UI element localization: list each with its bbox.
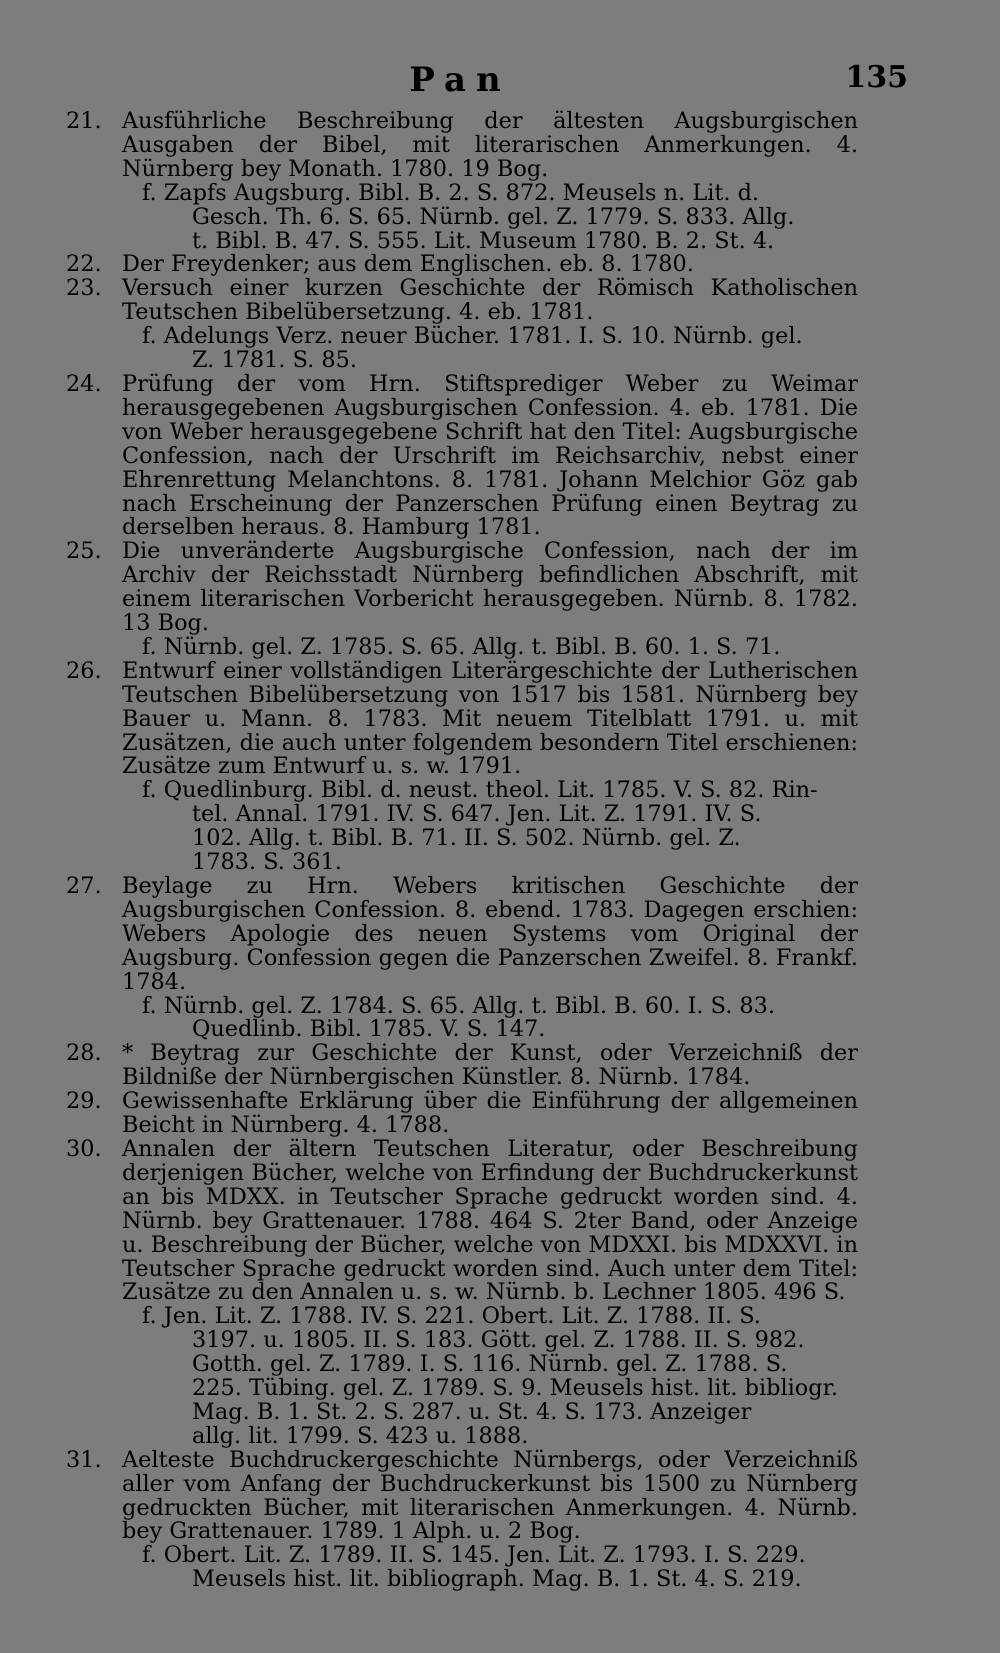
- entry-number: 27.: [66, 873, 102, 899]
- bibliography-entry: [66, 110, 858, 253]
- bibliography-entry: [66, 1446, 858, 1593]
- reference-line: 102. Allg. t. Bibl. B. 71. II. S. 502. Nürnb. gel. Z.: [192, 825, 741, 852]
- reference-line: f. Adelungs Verz. neuer Bücher. 1781. I. S. 10. Nürnb. gel.: [142, 323, 803, 350]
- bibliography-entry: [66, 540, 858, 660]
- entry-references: [122, 1305, 858, 1448]
- entry-references: [122, 779, 858, 875]
- bibliography-list: [66, 110, 858, 1592]
- bibliography-entry: [66, 657, 858, 876]
- reference-line: f. Nürnb. gel. Z. 1784. S. 65. Allg. t. Bibl. B. 60. I. S. 83.: [142, 992, 776, 1019]
- entry-number: 26.: [66, 657, 102, 684]
- reference-line: Z. 1781. S. 85.: [192, 347, 357, 374]
- bibliography-entry: [66, 277, 858, 373]
- page-number: 135: [845, 60, 908, 95]
- entry-number: 22.: [66, 251, 102, 278]
- reference-line: t. Bibl. B. 47. S. 555. Lit. Museum 1780. B. 2. St. 4.: [192, 227, 775, 254]
- entry-text: Beylage zu Hrn. Webers kritischen Geschichte der Augsburgischen Confession. 8. ebend. 1783. Dagegen erschien: Webers Apologie des neuen Systems vom Original der Augsburg. Confession gegen die Panzerschen Zweifel. 8. Frankf. 1784.: [122, 873, 858, 995]
- reference-line: f. Jen. Lit. Z. 1788. IV. S. 221. Obert. Lit. Z. 1788. II. S.: [142, 1303, 761, 1330]
- bibliography-entry: [66, 1135, 858, 1449]
- entry-number: 24.: [66, 370, 102, 397]
- running-title: Pan: [409, 60, 511, 100]
- reference-line: Gesch. Th. 6. S. 65. Nürnb. gel. Z. 1779. S. 833. Allg.: [192, 203, 795, 230]
- reference-line: 1783. S. 361.: [192, 849, 342, 876]
- reference-line: 3197. u. 1805. II. S. 183. Gött. gel. Z. 1788. II. S. 982.: [192, 1327, 805, 1354]
- reference-line: Meusels hist. lit. bibliograph. Mag. B. 1. St. 4. S. 219.: [192, 1566, 802, 1593]
- entry-text: Annalen der ältern Teutschen Literatur, oder Beschreibung derjenigen Bücher, welche von Erfindung der Buchdruckerkunst an bis MDXX. in Teutscher Sprache gedruckt worden sind. 4. Nürnb. bey Grattenauer. 1788. 464 S. 2ter Band, oder Anzeige u. Beschreibung der Bücher, welche von MDXXI. bis MDXXVI. in Teutscher Sprache gedruckt worden sind. Auch unter dem Titel: Zusätze zu den Annalen u. s. w. Nürnb. b. Lechner 1805. 496 S.: [122, 1135, 858, 1306]
- entry-number: 29.: [66, 1088, 102, 1115]
- entry-text: Entwurf einer vollständigen Literärgeschichte der Lutherischen Teutschen Bibelübersetzung von 1517 bis 1581. Nürnberg bey Bauer u. Mann. 8. 1783. Mit neuem Titelblatt 1791. u. mit Zusätzen, die auch unter folgendem besondern Titel erschienen: Zusätze zum Entwurf u. s. w. 1791.: [122, 657, 858, 780]
- reference-line: Gotth. gel. Z. 1789. I. S. 116. Nürnb. gel. Z. 1788. S.: [192, 1351, 788, 1378]
- reference-line: f. Quedlinburg. Bibl. d. neust. theol. Lit. 1785. V. S. 82. Rin-: [142, 777, 818, 804]
- bibliography-entry: [66, 253, 858, 277]
- entry-number: 25.: [66, 538, 102, 565]
- bibliography-entry: [66, 1090, 858, 1138]
- reference-line: 225. Tübing. gel. Z. 1789. S. 9. Meusels hist. lit. bibliogr.: [192, 1375, 838, 1402]
- reference-line: Quedlinb. Bibl. 1785. V. S. 147.: [192, 1016, 546, 1043]
- reference-line: f. Zapfs Augsburg. Bibl. B. 2. S. 872. Meusels n. Lit. d.: [142, 179, 760, 206]
- bibliography-entry: [66, 875, 858, 1042]
- entry-text: Die unveränderte Augsburgische Confession, nach der im Archiv der Reichsstadt Nürnberg befindlichen Abschrift, mit einem literarischen Vorbericht herausgegeben. Nürnb. 8. 1782. 13 Bog.: [122, 538, 858, 637]
- bibliography-entry: [66, 1042, 858, 1090]
- entry-text: Gewissenhafte Erklärung über die Einführung der allgemeinen Beicht in Nürnberg. 4. 1788.: [122, 1088, 858, 1139]
- entry-text: Der Freydenker; aus dem Englischen. eb. 8. 1780.: [122, 251, 694, 278]
- entry-references: [122, 179, 858, 254]
- bibliography-entry: [66, 370, 858, 541]
- entry-number: 31.: [66, 1446, 102, 1473]
- entry-references: [122, 633, 858, 660]
- entry-text: Ausführliche Beschreibung der ältesten Augsburgischen Ausgaben der Bibel, mit literarischen Anmerkungen. 4. Nürnberg bey Monath. 1780. 19 Bog.: [122, 108, 858, 182]
- reference-line: f. Obert. Lit. Z. 1789. II. S. 145. Jen. Lit. Z. 1793. I. S. 229.: [142, 1542, 806, 1569]
- entry-text: Versuch einer kurzen Geschichte der Römisch Katholischen Teutschen Bibelübersetzung. 4. eb. 1781.: [122, 275, 858, 326]
- page-header: [60, 60, 908, 106]
- entry-number: 21.: [66, 108, 102, 134]
- reference-line: tel. Annal. 1791. IV. S. 647. Jen. Lit. Z. 1791. IV. S.: [192, 801, 762, 828]
- entry-references: [122, 992, 858, 1043]
- reference-line: f. Nürnb. gel. Z. 1785. S. 65. Allg. t. Bibl. B. 60. 1. S. 71.: [142, 633, 781, 660]
- entry-text: * Beytrag zur Geschichte der Kunst, oder Verzeichniß der Bildniße der Nürnbergischen Künstler. 8. Nürnb. 1784.: [122, 1040, 858, 1091]
- entry-number: 30.: [66, 1135, 102, 1162]
- entry-number: 23.: [66, 275, 102, 302]
- entry-references: [122, 325, 858, 373]
- entry-text: Prüfung der vom Hrn. Stiftsprediger Weber zu Weimar herausgegebenen Augsburgischen Confession. 4. eb. 1781. Die von Weber herausgegebene Schrift hat den Titel: Augsburgische Confession, nach der Urschrift im Reichsarchiv, nebst einer Ehrenrettung Melanchtons. 8. 1781. Johann Melchior Göz gab nach Erscheinung der Panzerschen Prüfung einen Beytrag zu derselben heraus. 8. Hamburg 1781.: [122, 370, 858, 541]
- reference-line: Mag. B. 1. St. 2. S. 287. u. St. 4. S. 173. Anzeiger: [192, 1398, 752, 1425]
- entry-number: 28.: [66, 1040, 102, 1067]
- entry-references: [122, 1544, 858, 1592]
- reference-line: allg. lit. 1799. S. 423 u. 1888.: [192, 1422, 529, 1449]
- entry-text: Aelteste Buchdruckergeschichte Nürnbergs, oder Verzeichniß aller vom Anfang der Buchdruckerkunst bis 1500 zu Nürnberg gedruckten Bücher, mit literarischen Anmerkungen. 4. Nürnb. bey Grattenauer. 1789. 1 Alph. u. 2 Bog.: [122, 1446, 858, 1545]
